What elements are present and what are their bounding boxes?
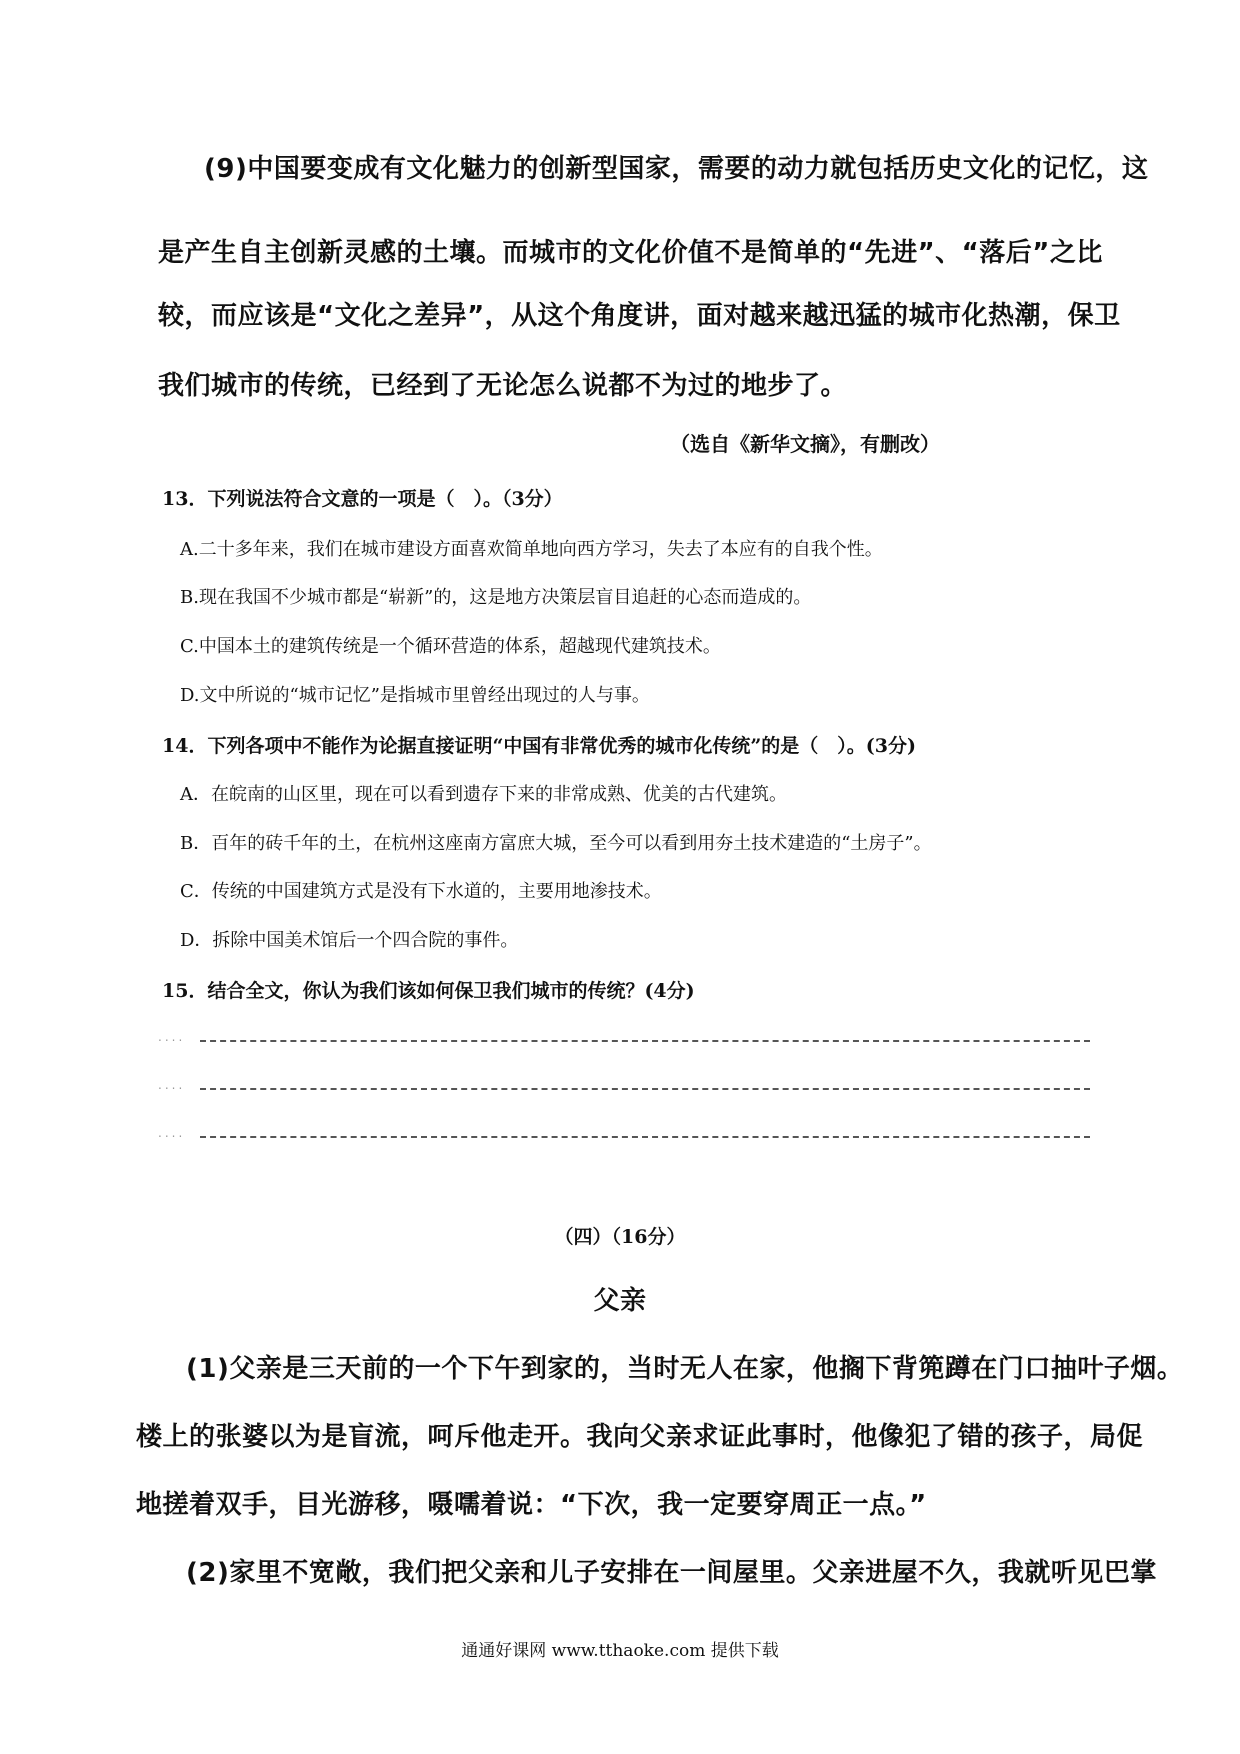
answer-line-dots: ....	[158, 1126, 186, 1140]
passage-para9-line4: 我们城市的传统，已经到了无论怎么说都不为过的地步了。	[158, 371, 848, 401]
passage-source: （选自《新华文摘》，有删改）	[670, 432, 940, 456]
q14-stem: 14．下列各项中不能作为论据直接证明“中国有非常优秀的城市化传统”的是（ ）。(3分)	[162, 735, 916, 757]
passage-para9-line1: (9)中国要变成有文化魅力的创新型国家，需要的动力就包括历史文化的记忆，这	[204, 154, 1149, 184]
page-footer: 通通好课网 www.tthaoke.com 提供下载	[461, 1641, 779, 1661]
answer-line-2[interactable]	[200, 1088, 1090, 1090]
answer-line-dots: ....	[158, 1030, 186, 1044]
section-para2-line1: (2)家里不宽敞，我们把父亲和儿子安排在一间屋里。父亲进屋不久，我就听见巴掌	[186, 1558, 1157, 1588]
q14-option-a: A．在皖南的山区里，现在可以看到遗存下来的非常成熟、优美的古代建筑。	[180, 784, 787, 805]
q14-option-b: B．百年的砖千年的土，在杭州这座南方富庶大城，至今可以看到用夯土技术建造的“土房子”。	[180, 833, 932, 854]
section-para1-line3: 地搓着双手，目光游移，嗫嚅着说：“下次，我一定要穿周正一点。”	[136, 1490, 927, 1520]
section-header: （四）（16分）	[554, 1226, 686, 1248]
q13-stem: 13．下列说法符合文意的一项是（ ）。（3分）	[162, 488, 563, 510]
answer-line-dots: ....	[158, 1078, 186, 1092]
q13-option-c: C.中国本土的建筑传统是一个循环营造的体系，超越现代建筑技术。	[180, 636, 721, 657]
q14-option-d: D．拆除中国美术馆后一个四合院的事件。	[180, 930, 519, 951]
passage-para9-line3: 较，而应该是“文化之差异”，从这个角度讲，面对越来越迅猛的城市化热潮，保卫	[158, 301, 1121, 331]
passage-para9-line2: 是产生自主创新灵感的土壤。而城市的文化价值不是简单的“先进”、“落后”之比	[158, 238, 1103, 268]
q13-option-a: A.二十多年来，我们在城市建设方面喜欢简单地向西方学习，失去了本应有的自我个性。	[180, 539, 883, 560]
q13-option-b: B.现在我国不少城市都是“崭新”的，这是地方决策层盲目追赶的心态而造成的。	[180, 587, 812, 608]
section-para1-line1: (1)父亲是三天前的一个下午到家的，当时无人在家，他搁下背篼蹲在门口抽叶子烟。	[186, 1354, 1184, 1384]
section-title: 父亲	[593, 1286, 647, 1316]
q15-stem: 15．结合全文，你认为我们该如何保卫我们城市的传统？(4分)	[162, 980, 695, 1002]
section-para1-line2: 楼上的张婆以为是盲流，呵斥他走开。我向父亲求证此事时，他像犯了错的孩子，局促	[136, 1422, 1144, 1452]
q14-option-c: C．传统的中国建筑方式是没有下水道的，主要用地渗技术。	[180, 881, 662, 902]
answer-line-3[interactable]	[200, 1136, 1090, 1138]
q13-option-d: D.文中所说的“城市记忆”是指城市里曾经出现过的人与事。	[180, 685, 650, 706]
answer-line-1[interactable]	[200, 1040, 1090, 1042]
